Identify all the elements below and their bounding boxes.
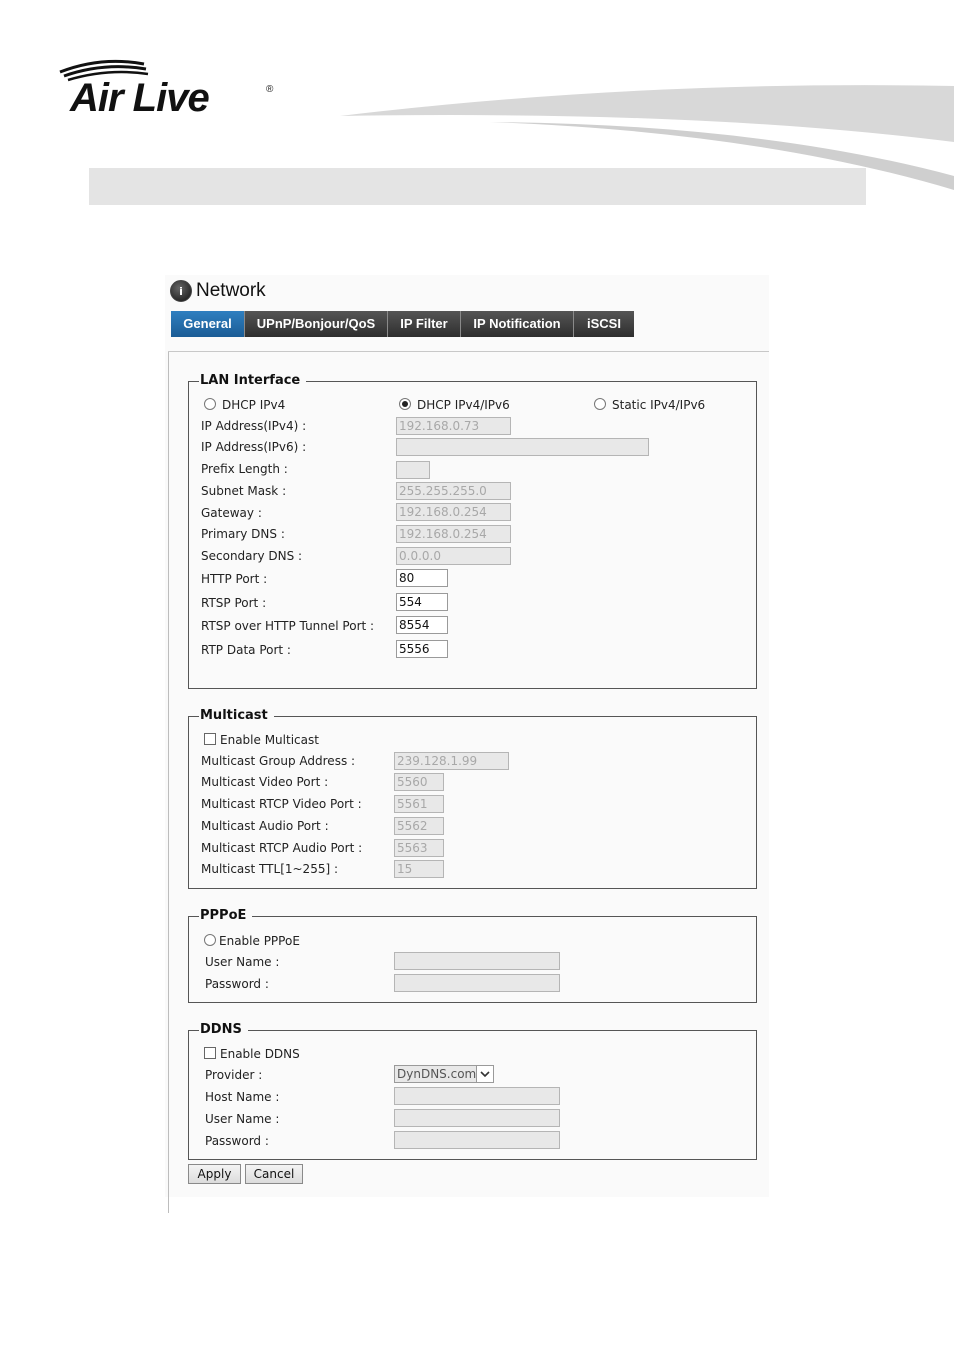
- ddns-legend: DDNS: [199, 1022, 248, 1038]
- pppoe-password-label: Password :: [205, 977, 269, 991]
- static-ipv4-ipv6-label: Static IPv4/IPv6: [612, 398, 706, 412]
- enable-ddns-label: Enable DDNS: [220, 1047, 300, 1061]
- subnet-mask-label: Subnet Mask :: [201, 484, 287, 498]
- page-header: [170, 279, 266, 303]
- tab-iscsi[interactable]: iSCSI: [574, 311, 634, 337]
- enable-ddns-option[interactable]: [204, 1046, 300, 1062]
- ddns-password-input[interactable]: [394, 1131, 560, 1149]
- multicast-rtcp-audio-port-input[interactable]: 5563: [394, 839, 444, 857]
- panel-border-top: [168, 351, 769, 352]
- static-ipv4-ipv6-radio[interactable]: [594, 398, 606, 410]
- ddns-provider-label: Provider :: [205, 1068, 263, 1082]
- multicast-group-input[interactable]: 239.128.1.99: [394, 752, 509, 770]
- pppoe-user-name-input[interactable]: [394, 952, 560, 970]
- multicast-audio-port-input[interactable]: 5562: [394, 817, 444, 835]
- enable-pppoe-option[interactable]: [204, 933, 300, 949]
- dhcp-ipv4-option[interactable]: [204, 397, 285, 413]
- multicast-video-port-input[interactable]: 5560: [394, 773, 444, 791]
- ddns-host-name-label: Host Name :: [205, 1090, 280, 1104]
- tab-general[interactable]: General: [171, 311, 245, 337]
- multicast-video-port-label: Multicast Video Port :: [201, 775, 329, 789]
- enable-multicast-option[interactable]: [204, 732, 319, 748]
- dhcp-ipv4-radio[interactable]: [204, 398, 216, 410]
- ddns-provider-value: DynDNS.com: [397, 1067, 477, 1081]
- header-banner: [89, 168, 866, 205]
- lan-interface-section: [188, 373, 757, 689]
- ddns-user-name-label: User Name :: [205, 1112, 280, 1126]
- prefix-length-label: Prefix Length :: [201, 462, 288, 476]
- rtsp-tunnel-port-label: RTSP over HTTP Tunnel Port :: [201, 619, 375, 633]
- dhcp-ipv4-label: DHCP IPv4: [222, 398, 286, 412]
- multicast-legend: Multicast: [199, 708, 274, 724]
- ddns-provider-select[interactable]: [394, 1065, 494, 1083]
- airlive-logo: [56, 58, 286, 128]
- multicast-rtcp-video-port-label: Multicast RTCP Video Port :: [201, 797, 362, 811]
- primary-dns-label: Primary DNS :: [201, 527, 285, 541]
- dhcp-ipv4-ipv6-option[interactable]: [399, 397, 510, 413]
- multicast-audio-port-label: Multicast Audio Port :: [201, 819, 329, 833]
- multicast-rtcp-video-port-input[interactable]: 5561: [394, 795, 444, 813]
- enable-ddns-checkbox[interactable]: [204, 1047, 216, 1059]
- http-port-input[interactable]: 80: [396, 569, 448, 587]
- panel-border-left: [168, 351, 169, 1213]
- chevron-down-icon[interactable]: [476, 1066, 493, 1082]
- secondary-dns-input[interactable]: 0.0.0.0: [396, 547, 511, 565]
- multicast-ttl-input[interactable]: 15: [394, 860, 444, 878]
- lan-interface-legend: LAN Interface: [199, 373, 306, 389]
- enable-multicast-label: Enable Multicast: [220, 733, 319, 747]
- prefix-length-input[interactable]: [396, 461, 430, 479]
- http-port-label: HTTP Port :: [201, 572, 268, 586]
- tab-upnp-bonjour-qos[interactable]: UPnP/Bonjour/QoS: [245, 311, 388, 337]
- rtsp-tunnel-port-input[interactable]: 8554: [396, 616, 448, 634]
- logo-text: Air Live: [70, 76, 209, 120]
- page-title: Network: [196, 280, 266, 301]
- primary-dns-input[interactable]: 192.168.0.254: [396, 525, 511, 543]
- dhcp-ipv4-ipv6-radio[interactable]: [399, 398, 411, 410]
- rtsp-port-label: RTSP Port :: [201, 596, 267, 610]
- registered-mark: ®: [266, 84, 274, 95]
- network-icon: i: [170, 280, 192, 302]
- pppoe-user-name-label: User Name :: [205, 955, 280, 969]
- ddns-user-name-input[interactable]: [394, 1109, 560, 1127]
- rtp-data-port-input[interactable]: 5556: [396, 640, 448, 658]
- tab-bar: [171, 311, 634, 337]
- dhcp-ipv4-ipv6-label: DHCP IPv4/IPv6: [417, 398, 510, 412]
- pppoe-password-input[interactable]: [394, 974, 560, 992]
- rtp-data-port-label: RTP Data Port :: [201, 643, 291, 657]
- ipv4-label: IP Address(IPv4) :: [201, 419, 307, 433]
- enable-pppoe-label: Enable PPPoE: [219, 934, 300, 948]
- static-ipv4-ipv6-option[interactable]: [594, 397, 705, 413]
- secondary-dns-label: Secondary DNS :: [201, 549, 303, 563]
- tab-ip-notification[interactable]: IP Notification: [461, 311, 574, 337]
- gateway-input[interactable]: 192.168.0.254: [396, 503, 511, 521]
- gateway-label: Gateway :: [201, 506, 262, 520]
- cancel-button[interactable]: Cancel: [245, 1164, 303, 1184]
- enable-pppoe-radio[interactable]: [204, 934, 216, 946]
- multicast-section: [188, 708, 757, 889]
- ipv4-input[interactable]: 192.168.0.73: [396, 417, 511, 435]
- pppoe-legend: PPPoE: [199, 908, 252, 924]
- multicast-ttl-label: Multicast TTL[1~255] :: [201, 862, 339, 876]
- ipv6-label: IP Address(IPv6) :: [201, 440, 307, 454]
- ddns-host-name-input[interactable]: [394, 1087, 560, 1105]
- enable-multicast-checkbox[interactable]: [204, 733, 216, 745]
- ddns-password-label: Password :: [205, 1134, 269, 1148]
- ddns-section: [188, 1022, 757, 1160]
- pppoe-section: [188, 908, 757, 1003]
- tab-ip-filter[interactable]: IP Filter: [388, 311, 461, 337]
- ipv6-input[interactable]: [396, 438, 649, 456]
- multicast-group-label: Multicast Group Address :: [201, 754, 356, 768]
- rtsp-port-input[interactable]: 554: [396, 593, 448, 611]
- apply-button[interactable]: Apply: [188, 1164, 241, 1184]
- subnet-mask-input[interactable]: 255.255.255.0: [396, 482, 511, 500]
- multicast-rtcp-audio-port-label: Multicast RTCP Audio Port :: [201, 841, 363, 855]
